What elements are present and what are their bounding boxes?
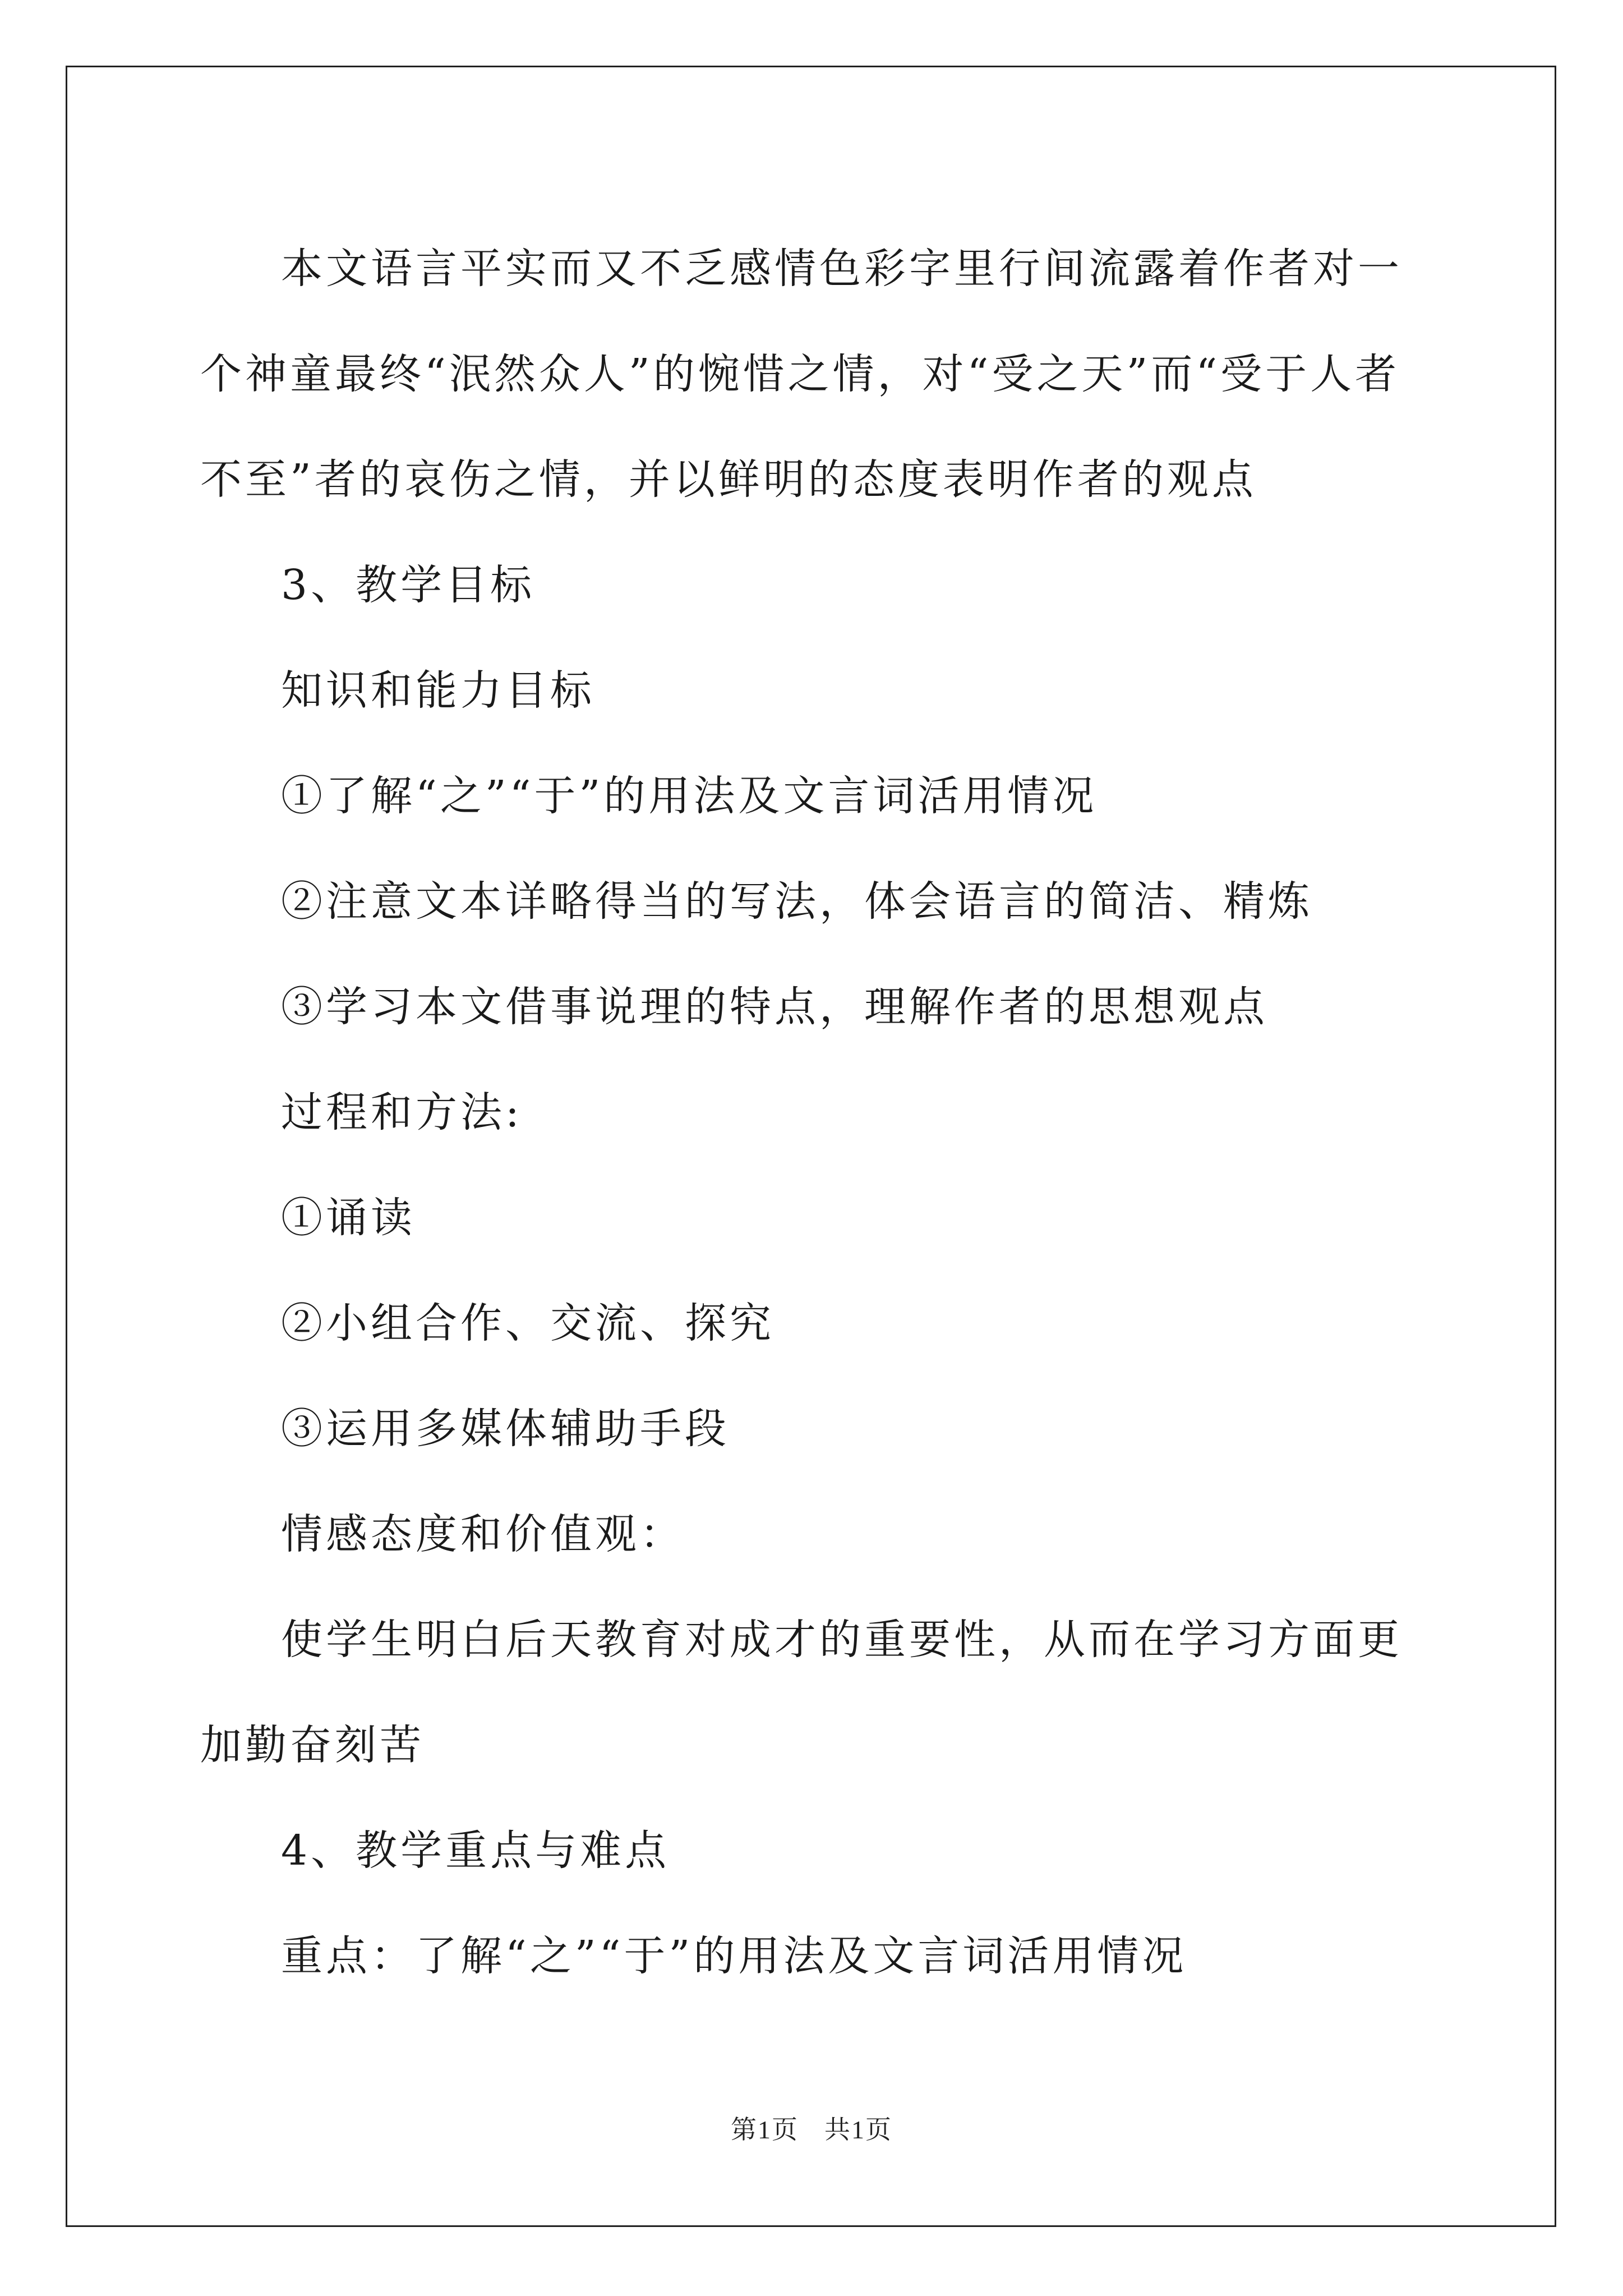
paragraph-emotion-values: 使学生明白后天教育对成才的重要性，从而在学习方面更加勤奋刻苦 bbox=[200, 1616, 1403, 1769]
subheading-process-method: 过程和方法: bbox=[281, 1088, 523, 1137]
list-item-knowledge-3: ③学习本文借事说理的特点，理解作者的思想观点 bbox=[281, 983, 1268, 1031]
page-total: 共1页 bbox=[824, 2115, 892, 2144]
list-item-process-3: ③运用多媒体辅助手段 bbox=[281, 1405, 730, 1453]
heading-key-points: 4、教学重点与难点 bbox=[281, 1826, 670, 1875]
paragraph-intro: 本文语言平实而又不乏感情色彩字里行间流露着作者对一个神童最终“泯然众人”的惋惜之情，对“受之天”而“受于人者不至”者的哀伤之情，并以鲜明的态度表明作者的观点 bbox=[200, 245, 1403, 504]
list-item-process-1: ①诵读 bbox=[281, 1194, 416, 1242]
list-item-process-2: ②小组合作、交流、探究 bbox=[281, 1299, 774, 1347]
page-number: 第1页 bbox=[731, 2115, 799, 2144]
list-item-knowledge-2: ②注意文本详略得当的写法，体会语言的简洁、精炼 bbox=[281, 877, 1313, 926]
subheading-knowledge-ability: 知识和能力目标 bbox=[281, 666, 595, 715]
heading-teaching-goals: 3、教学目标 bbox=[281, 561, 536, 609]
paragraph-key-point: 重点：了解“之”“于”的用法及文言词活用情况 bbox=[281, 1932, 1187, 1980]
list-item-knowledge-1: ①了解“之”“于”的用法及文言词活用情况 bbox=[281, 772, 1098, 820]
document-body bbox=[200, 216, 1434, 2009]
subheading-emotion-values: 情感态度和价值观： bbox=[281, 1510, 685, 1558]
page-footer bbox=[0, 2109, 1623, 2146]
